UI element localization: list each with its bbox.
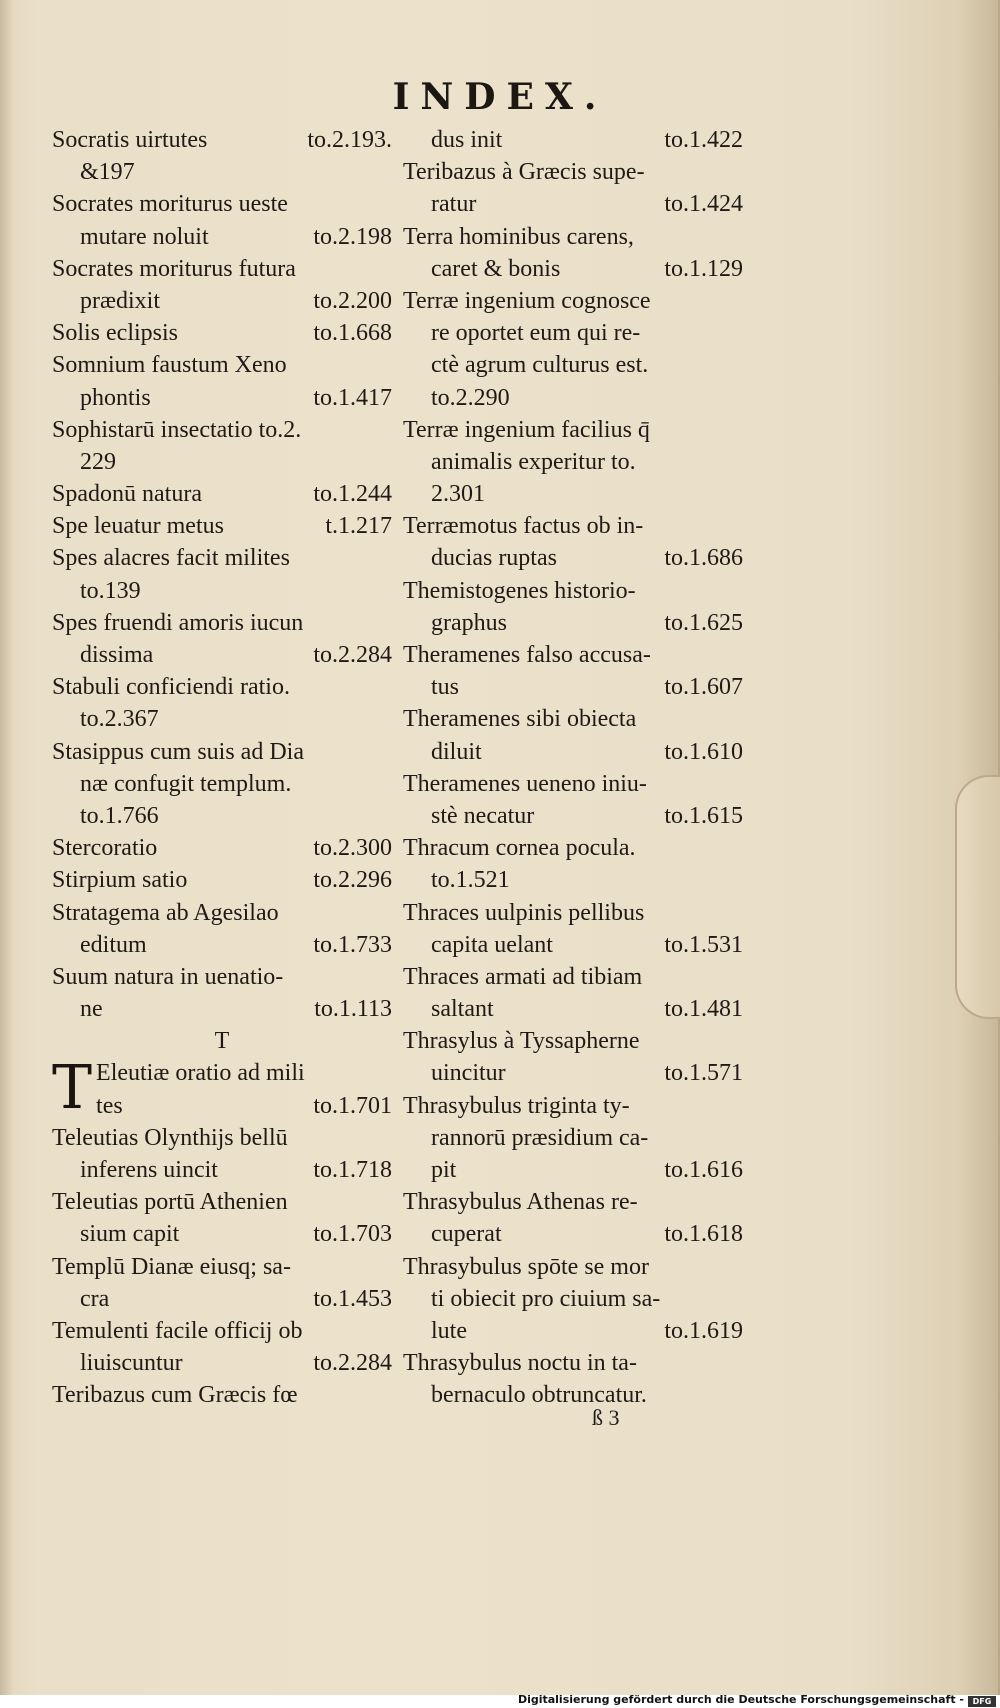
section-letter: T bbox=[214, 1028, 230, 1055]
index-entry bbox=[52, 671, 392, 703]
index-entry bbox=[52, 478, 392, 510]
entry-text: Teribazus à Græcis supe- bbox=[403, 159, 645, 186]
index-entry bbox=[403, 285, 743, 317]
entry-text: re oportet eum qui re- bbox=[431, 320, 641, 347]
index-entry bbox=[52, 607, 392, 639]
index-entry bbox=[403, 671, 743, 703]
entry-reference: to.1.703 bbox=[313, 1221, 392, 1248]
gutter-shadow bbox=[0, 0, 14, 1695]
entry-text: Themistogenes historio- bbox=[403, 577, 636, 604]
entry-text: Templū Dianæ eiusq; sa- bbox=[52, 1253, 291, 1280]
entry-reference: to.2.193. bbox=[307, 127, 392, 153]
entry-text: tus bbox=[431, 674, 460, 701]
index-entry bbox=[403, 1090, 743, 1122]
entry-reference: to.1.619 bbox=[664, 1317, 743, 1344]
entry-reference: to.2.198 bbox=[313, 223, 392, 250]
index-entry bbox=[52, 1283, 392, 1315]
entry-text: cuperat bbox=[431, 1221, 502, 1248]
entry-text: lute bbox=[431, 1317, 467, 1344]
index-entry bbox=[403, 768, 743, 800]
index-entry bbox=[52, 188, 392, 220]
index-entry bbox=[403, 736, 743, 768]
entry-text: ne bbox=[80, 996, 103, 1023]
index-entry bbox=[52, 124, 392, 156]
entry-reference: to.1.610 bbox=[664, 738, 743, 765]
index-entry bbox=[403, 1057, 743, 1089]
entry-text: Stabuli conficiendi ratio. bbox=[52, 674, 290, 701]
index-column-left bbox=[52, 124, 392, 1412]
entry-text: Eleutiæ oratio ad mili bbox=[96, 1060, 305, 1087]
entry-text: Socratis uirtutes bbox=[52, 127, 208, 153]
index-entry bbox=[403, 221, 743, 253]
index-column-right bbox=[403, 124, 743, 1412]
entry-text: Somnium faustum Xeno bbox=[52, 352, 287, 379]
entry-text: to.1.766 bbox=[80, 802, 159, 829]
entry-text: to.2.367 bbox=[80, 706, 159, 733]
entry-text: to.1.521 bbox=[431, 867, 510, 894]
drop-cap: T bbox=[52, 1053, 93, 1124]
index-entry bbox=[403, 864, 743, 896]
index-entry bbox=[52, 1347, 392, 1379]
index-entry bbox=[403, 1154, 743, 1186]
page-header: INDEX. bbox=[392, 76, 608, 118]
entry-text: Thrasybulus Athenas re- bbox=[403, 1189, 638, 1216]
entry-text: 2.301 bbox=[431, 481, 485, 508]
entry-reference: to.1.625 bbox=[664, 609, 743, 636]
entry-text: uincitur bbox=[431, 1060, 506, 1087]
entry-text: Thrasybulus noctu in ta- bbox=[403, 1350, 637, 1377]
entry-text: Stercoratio bbox=[52, 835, 158, 862]
index-entry bbox=[52, 993, 392, 1025]
entry-text: to.139 bbox=[80, 577, 141, 604]
index-entry bbox=[52, 639, 392, 671]
entry-reference: to.1.615 bbox=[664, 802, 743, 829]
index-entry bbox=[52, 1122, 392, 1154]
entry-reference: to.1.607 bbox=[664, 674, 743, 701]
digitization-footer bbox=[0, 1695, 1000, 1708]
index-entry bbox=[403, 929, 743, 961]
index-entry bbox=[52, 897, 392, 929]
entry-text: dissima bbox=[80, 642, 154, 668]
entry-text: Stasippus cum suis ad Dia bbox=[52, 738, 304, 765]
index-entry bbox=[52, 285, 392, 317]
entry-reference: to.2.284 bbox=[313, 642, 392, 668]
index-entry bbox=[403, 349, 743, 381]
entry-text: editum bbox=[80, 931, 147, 958]
index-entry bbox=[403, 317, 743, 349]
entry-reference: to.1.618 bbox=[664, 1221, 743, 1248]
index-entry bbox=[403, 446, 743, 478]
signature-mark: ß 3 bbox=[592, 1405, 620, 1430]
index-entry bbox=[403, 703, 743, 735]
index-entry bbox=[52, 221, 392, 253]
index-entry bbox=[403, 1218, 743, 1250]
index-entry bbox=[52, 510, 392, 542]
entry-text: Thrasylus à Tyssapherne bbox=[403, 1028, 640, 1055]
index-entry bbox=[403, 993, 743, 1025]
index-entry bbox=[52, 1315, 392, 1347]
entry-text: Terra hominibus carens, bbox=[403, 223, 634, 250]
entry-text: Suum natura in uenatio- bbox=[52, 963, 284, 990]
index-entry bbox=[403, 156, 743, 188]
dfg-logo-icon: DFG bbox=[968, 1696, 996, 1707]
page-tab-edge bbox=[955, 775, 1000, 1019]
index-entry bbox=[403, 639, 743, 671]
entry-text: Teleutias Olynthijs bellū bbox=[52, 1124, 288, 1151]
entry-text: &197 bbox=[80, 159, 135, 186]
entry-reference: to.1.113 bbox=[314, 996, 392, 1023]
index-entry bbox=[52, 446, 392, 478]
entry-text: Stratagema ab Agesilao bbox=[52, 899, 279, 926]
entry-text: Terræ ingenium cognosce bbox=[403, 287, 651, 314]
index-entry bbox=[403, 897, 743, 929]
index-entry bbox=[52, 575, 392, 607]
entry-reference: to.2.284 bbox=[313, 1350, 392, 1377]
entry-text: ctè agrum culturus est. bbox=[431, 352, 649, 379]
entry-text: ti obiecit pro ciuium sa- bbox=[431, 1285, 661, 1312]
entry-reference: to.1.668 bbox=[313, 320, 392, 347]
entry-text: inferens uincit bbox=[80, 1157, 218, 1183]
index-entry bbox=[403, 478, 743, 510]
entry-text: Thrasybulus spōte se mor bbox=[403, 1253, 649, 1280]
entry-text: diluit bbox=[431, 738, 482, 765]
index-entry bbox=[403, 961, 743, 993]
index-entry bbox=[403, 542, 743, 574]
index-entry bbox=[52, 156, 392, 188]
index-entry bbox=[52, 542, 392, 574]
index-entry bbox=[403, 510, 743, 542]
index-entry bbox=[52, 317, 392, 349]
entry-text: Theramenes falso accusa- bbox=[403, 642, 651, 668]
entry-text: næ confugit templum. bbox=[80, 770, 292, 797]
index-entry bbox=[403, 1347, 743, 1379]
entry-text: Sophistarū insectatio to.2. bbox=[52, 416, 302, 443]
entry-text: rannorū præsidium ca- bbox=[431, 1124, 649, 1151]
index-entry bbox=[52, 1057, 392, 1089]
entry-text: phontis bbox=[80, 384, 151, 411]
index-entry bbox=[403, 1186, 743, 1218]
index-entry bbox=[403, 1283, 743, 1315]
entry-text: Thraces uulpinis pellibus bbox=[403, 899, 645, 926]
index-entry bbox=[52, 1186, 392, 1218]
entry-text: animalis experitur to. bbox=[431, 448, 636, 475]
index-entry bbox=[403, 1315, 743, 1347]
entry-text: Teribazus cum Græcis fœ bbox=[52, 1382, 298, 1409]
index-entry bbox=[403, 800, 743, 832]
index-entry bbox=[403, 124, 743, 156]
index-entry bbox=[403, 253, 743, 285]
entry-text: Temulenti facile officij ob bbox=[52, 1317, 303, 1344]
entry-text: saltant bbox=[431, 996, 494, 1023]
entry-text: Terræmotus factus ob in- bbox=[403, 513, 644, 540]
entry-reference: to.2.300 bbox=[313, 835, 392, 862]
entry-text: to.2.290 bbox=[431, 384, 510, 411]
entry-text: Solis eclipsis bbox=[52, 320, 179, 347]
entry-text: ratur bbox=[431, 191, 477, 218]
entry-text: caret & bonis bbox=[431, 255, 561, 282]
entry-text: Spes fruendi amoris iucun bbox=[52, 609, 304, 636]
section-t-block bbox=[52, 1053, 392, 1411]
entry-text: pit bbox=[431, 1157, 457, 1183]
entry-text: liuiscuntur bbox=[80, 1350, 183, 1377]
entry-text: Stirpium satio bbox=[52, 867, 188, 894]
entry-reference: to.1.422 bbox=[664, 127, 743, 153]
entry-text: Spes alacres facit milites bbox=[52, 545, 290, 572]
index-entry bbox=[403, 1025, 743, 1057]
entry-reference: t.1.217 bbox=[325, 513, 392, 540]
entry-text: dus init bbox=[431, 127, 503, 153]
index-entry bbox=[403, 1251, 743, 1283]
entry-text: stè necatur bbox=[431, 802, 535, 829]
index-entry bbox=[52, 703, 392, 735]
entry-reference: to.1.571 bbox=[664, 1060, 743, 1087]
entry-text: sium capit bbox=[80, 1221, 180, 1248]
entry-reference: to.1.424 bbox=[664, 191, 743, 218]
entry-reference: to.1.733 bbox=[313, 931, 392, 958]
entry-reference: to.1.616 bbox=[664, 1157, 743, 1183]
entry-text: Theramenes ueneno iniu- bbox=[403, 770, 647, 797]
index-entry bbox=[52, 414, 392, 446]
entry-reference: to.1.481 bbox=[664, 996, 743, 1023]
entry-text: Thraces armati ad tibiam bbox=[403, 963, 643, 990]
index-entry bbox=[403, 382, 743, 414]
entry-text: Thracum cornea pocula. bbox=[403, 835, 636, 862]
entry-text: Theramenes sibi obiecta bbox=[403, 706, 637, 733]
index-entry bbox=[52, 1154, 392, 1186]
entry-reference: to.1.453 bbox=[313, 1285, 392, 1312]
entry-text: tes bbox=[96, 1092, 123, 1119]
entry-text: Socrates moriturus futura bbox=[52, 255, 296, 282]
index-entry bbox=[52, 929, 392, 961]
entry-text: 229 bbox=[80, 448, 116, 475]
entry-text: Thrasybulus triginta ty- bbox=[403, 1092, 630, 1119]
entry-text: Socrates moriturus ueste bbox=[52, 191, 288, 218]
index-entry bbox=[52, 349, 392, 381]
entry-text: Terræ ingenium facilius q̄ bbox=[403, 416, 650, 443]
entry-text: graphus bbox=[431, 609, 507, 636]
index-entry bbox=[52, 382, 392, 414]
index-entry bbox=[52, 800, 392, 832]
entry-reference: to.1.531 bbox=[664, 931, 743, 958]
index-entry bbox=[52, 253, 392, 285]
index-entry bbox=[403, 1122, 743, 1154]
entry-reference: to.1.701 bbox=[313, 1092, 392, 1119]
index-entry bbox=[403, 414, 743, 446]
index-entry bbox=[52, 736, 392, 768]
entry-text: Teleutias portū Athenien bbox=[52, 1189, 288, 1216]
index-entry bbox=[52, 768, 392, 800]
index-entry bbox=[52, 1090, 392, 1122]
index-entry bbox=[52, 1251, 392, 1283]
index-entry bbox=[403, 1379, 743, 1411]
entry-text: Spadonū natura bbox=[52, 481, 202, 508]
index-entry bbox=[52, 832, 392, 864]
entry-reference: to.2.296 bbox=[313, 867, 392, 894]
entry-reference: to.2.200 bbox=[313, 287, 392, 314]
entry-text: ducias ruptas bbox=[431, 545, 557, 572]
index-entry bbox=[52, 961, 392, 993]
entry-text: Spe leuatur metus bbox=[52, 513, 224, 540]
entry-text: mutare noluit bbox=[80, 223, 209, 250]
entry-reference: to.1.417 bbox=[313, 384, 392, 411]
index-entry bbox=[403, 575, 743, 607]
entry-reference: to.1.129 bbox=[664, 255, 743, 282]
entry-reference: to.1.244 bbox=[313, 481, 392, 508]
entry-text: bernaculo obtruncatur. bbox=[431, 1382, 647, 1409]
entry-text: cra bbox=[80, 1285, 110, 1312]
entry-text: prædixit bbox=[80, 287, 161, 314]
entry-reference: to.1.718 bbox=[313, 1157, 392, 1183]
index-entry bbox=[403, 607, 743, 639]
index-entry bbox=[52, 864, 392, 896]
entry-reference: to.1.686 bbox=[664, 545, 743, 572]
index-entry bbox=[403, 832, 743, 864]
index-entry bbox=[52, 1218, 392, 1250]
index-entry bbox=[52, 1379, 392, 1411]
footer-credit: Digitalisierung gefördert durch die Deutsche Forschungsgemeinschaft - bbox=[517, 1693, 964, 1706]
index-entry bbox=[403, 188, 743, 220]
entry-text: capita uelant bbox=[431, 931, 553, 958]
